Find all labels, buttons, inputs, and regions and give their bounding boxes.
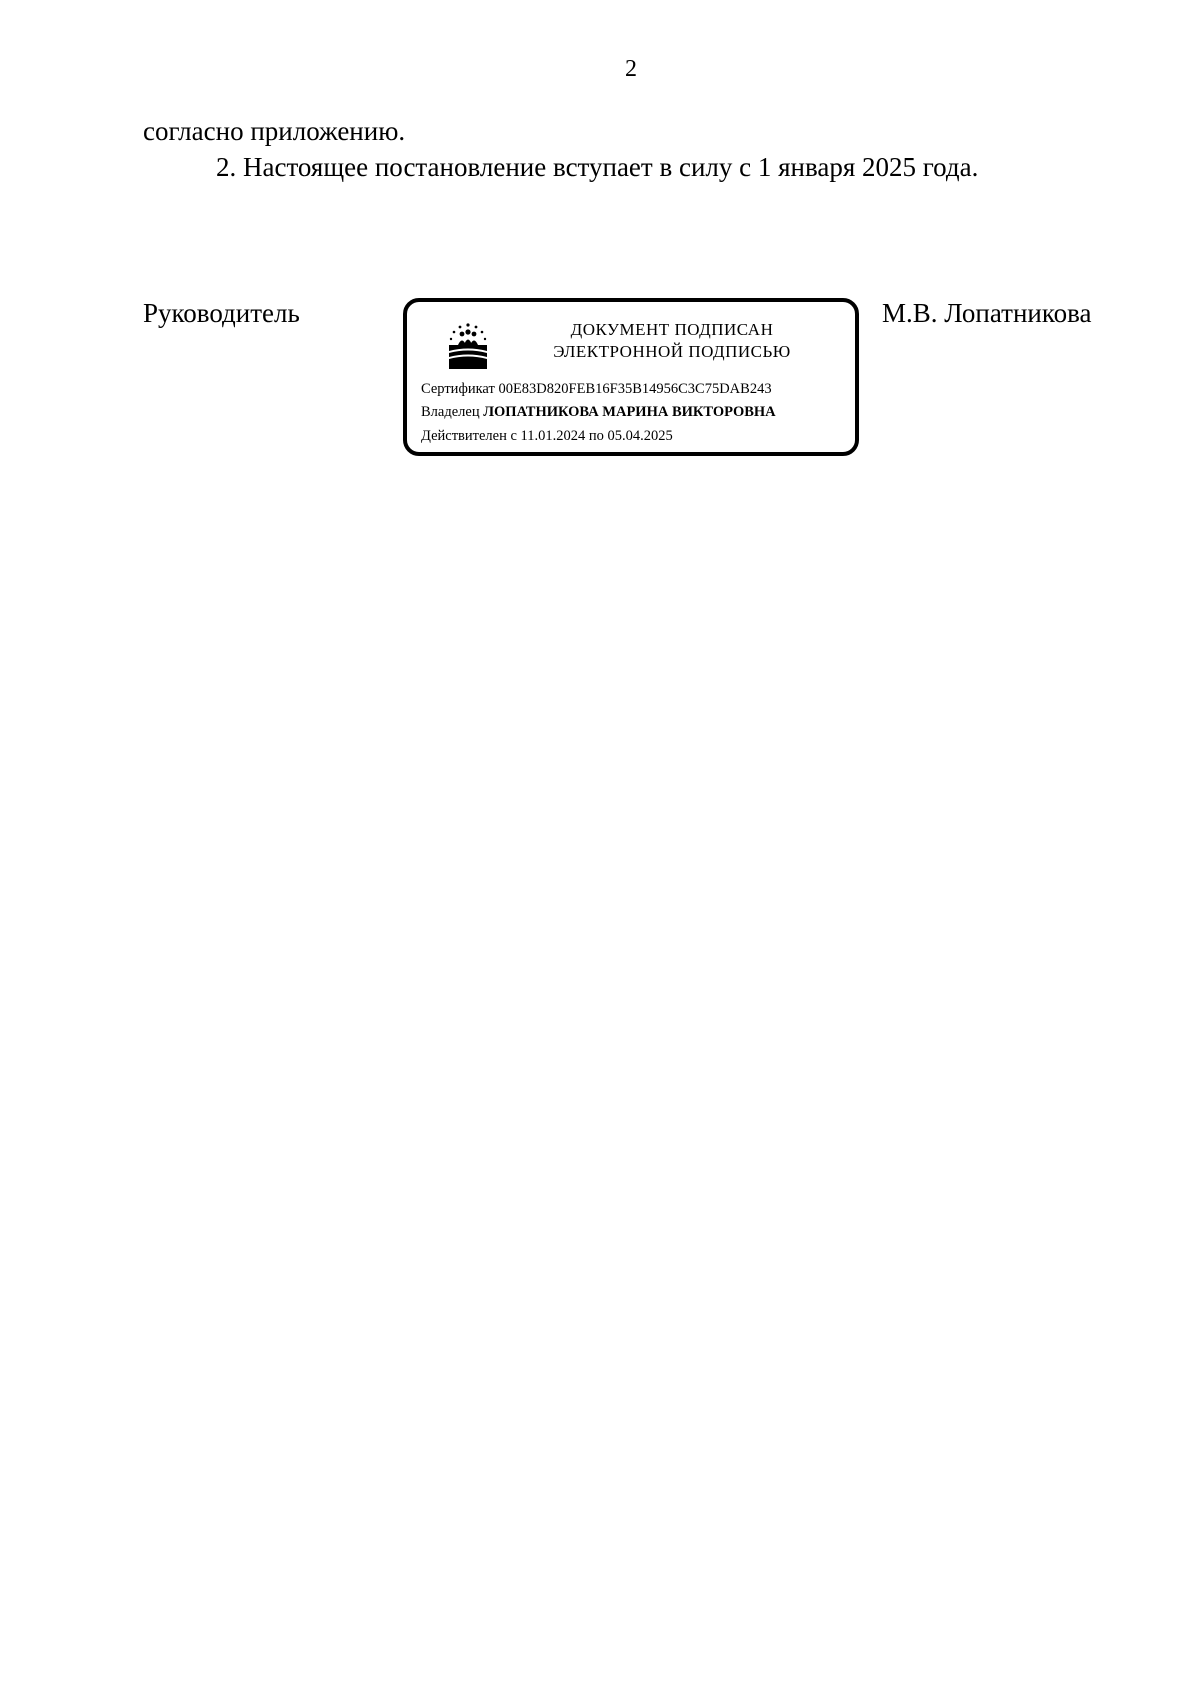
owner-label: Владелец [421, 404, 480, 420]
owner-value: ЛОПАТНИКОВА МАРИНА ВИКТОРОВНА [483, 404, 776, 420]
valid-to-label: по [588, 428, 604, 444]
valid-from-label: с [510, 428, 517, 444]
certificate-value: 00E83D820FEB16F35B14956C3C75DAB243 [498, 381, 772, 397]
regional-emblem-icon [445, 319, 491, 371]
page-number: 2 [625, 56, 637, 82]
stamp-title-line-1: ДОКУМЕНТ ПОДПИСАН [570, 320, 774, 339]
certificate-label: Сертификат [421, 381, 495, 397]
valid-from-date: 11.01.2024 [520, 428, 586, 444]
stamp-title [502, 319, 842, 363]
valid-label: Действителен [421, 428, 507, 444]
validity-line [421, 428, 673, 445]
body-text-line-1: согласно приложению. [143, 116, 406, 146]
valid-to-date: 05.04.2025 [607, 428, 673, 444]
signatory-name: М.В. Лопатникова [882, 298, 1092, 328]
certificate-line [421, 381, 772, 398]
stamp-title-line-2: ЭЛЕКТРОННОЙ ПОДПИСЬЮ [553, 342, 791, 361]
signatory-role: Руководитель [143, 298, 300, 328]
electronic-signature-stamp [403, 298, 859, 456]
body-text-line-2: 2. Настоящее постановление вступает в силу с 1 января 2025 года. [216, 152, 979, 182]
owner-line [421, 404, 776, 421]
